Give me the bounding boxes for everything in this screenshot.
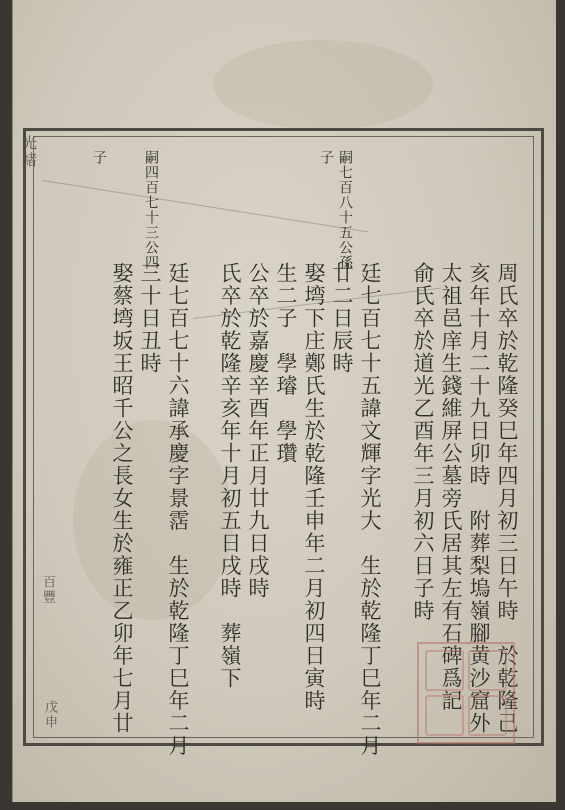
text-column: 廷七百七十五諱文輝字光大 生於乾隆丁巳年二月 xyxy=(358,262,382,757)
small-note-column: 子 xyxy=(318,150,334,165)
text-column: 公卒於嘉慶辛酉年正月廿九日戌時 xyxy=(246,262,270,600)
text-column: 氏卒於乾隆辛亥年十月初五日戌時 葬嶺下 xyxy=(218,262,242,690)
gutter-year: 戊申 xyxy=(42,700,57,730)
text-column: 生二子 學璿 學瓚 xyxy=(274,262,298,465)
text-column: 周氏卒於乾隆癸巳年四月初三日午時 於乾隆己 xyxy=(495,262,519,735)
text-column: 廷七百七十六諱承慶字景霑 生於乾隆丁巳年二月 xyxy=(166,262,190,757)
gutter-folio: 百豐 xyxy=(40,575,55,605)
text-column: 廿二日辰時 xyxy=(330,262,354,375)
genealogy-page xyxy=(12,0,556,802)
small-note-column: 嗣七百八十五公孫 xyxy=(337,150,353,270)
text-column: 俞氏卒於道光乙酉年三月初六日子時 xyxy=(411,262,435,622)
seal-glyph xyxy=(468,650,507,691)
text-column: 娶蔡塆坂王昭千公之長女生於雍正乙卯年七月廿 xyxy=(110,262,134,735)
text-column: 亥年十月二十九日卯時 附葬梨塢嶺腳黄沙窟外 xyxy=(467,262,491,735)
red-seal-stamp xyxy=(417,642,515,744)
text-column: 太祖邑庠生錢維屏公墓旁氏居其左有石碑爲記 xyxy=(439,262,463,712)
small-note-column: 子 xyxy=(91,150,107,165)
text-column: 娶塆下庄鄭氏生於乾隆壬申年二月初四日寅時 xyxy=(302,262,326,712)
paper-stain xyxy=(213,40,433,130)
text-column: 三十日丑時 xyxy=(138,262,162,375)
small-note-column: 嗣四百七十三公四 xyxy=(143,150,159,270)
seal-glyph xyxy=(425,695,464,736)
seal-glyph xyxy=(468,695,507,736)
gutter-title: 光緒 xyxy=(20,135,38,169)
seal-glyph xyxy=(425,650,464,691)
